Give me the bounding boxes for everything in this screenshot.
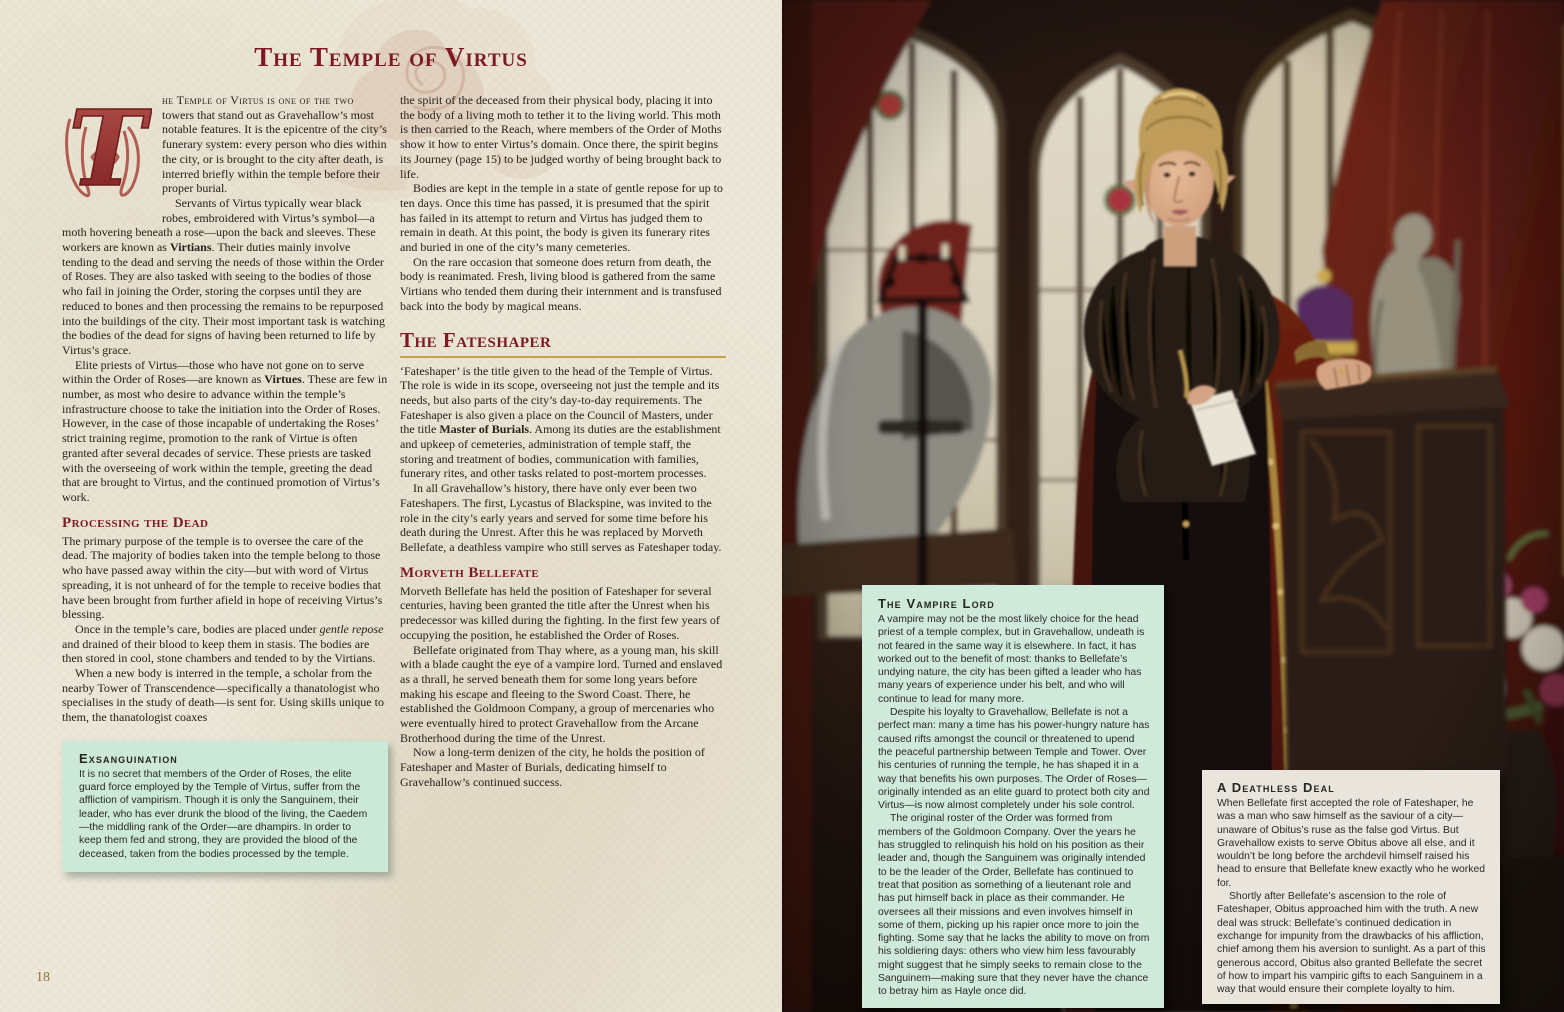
sidebar-title: The Vampire Lord	[878, 596, 995, 611]
sidebar-body: It is no secret that members of the Order of Roses, the elite guard force employed by the Temple of Virtus, suffer from the affliction of vampirism. Though it is only the Sanguinem, their leader, who has ever drunk the blood of the living, the Caedem—the middling rank of the Order—are dhampirs. In order to keep them fed and strong, they are provided the blood of the deceased, taken from the bodies processed by the temple.	[79, 768, 368, 860]
paragraph-elite-priests: Elite priests of Virtus—those who have not gone on to serve within the Order of Roses—are known as Virtues. These are few in number, as most who desire to advance within the temple’s infrastructure choose to take the initiation into the Order of Roses. However, in the case of those incapable of undertaking the Roses’ strict training regime, promotion to the rank of Virtue is often granted after several decades of service. These priests are tasked with the overseeing of work within the temple, greeting the dead that are brought to Virtus, and the continued promotion of Virtus’s work.	[62, 357, 388, 504]
paragraph-fateshaper-title: ‘Fateshaper’ is the title given to the head of the Temple of Virtus. The role is wide in its scope, overseeing not just the temple and its needs, but also parts of the city’s day-to-day requirements. The Fateshaper is also given a place on the Council of Masters, under the title Master of Burials. Among its duties are the establishment and upkeep of cemeteries, administration of temple staff, the storing and treatment of bodies, communication with families, funerary rites, and other tasks related to post-mortem processes.	[400, 363, 721, 481]
paragraph-morveth-3: Now a long-term denizen of the city, he holds the position of Fateshaper and Master of Burials, dedicating himself to Gravehallow’s continued success.	[400, 745, 705, 789]
exsanguination-sidebar	[62, 741, 388, 872]
right-page	[782, 0, 1564, 1012]
page-number: 18	[36, 970, 50, 985]
paragraph-servants: Servants of Virtus typically wear black robes, embroidered with Virtus’s symbol—a moth hovering beneath a rose—upon the back and sleeves. These workers are known as Virtians. Their duties mainly involve tending to the dead and serving the needs of those within the Order of Roses. They are also tasked with seeing to the bodies of those who fail in joining the Order, storing the corpses until they are reduced to bones and then processing the remains to be repurposed into the buildings of the city. Their most important task is watching the bodies of the dead for signs of having been returned to life by Virtus’s grace.	[62, 195, 385, 357]
sidebar-body: A vampire may not be the most likely choice for the head priest of a temple complex, but in Gravehallow, undeath is not feared in the same way it is elsewhere. In fact, it has worked out to the benefit of most: thanks to Bellefate’s undying nature, the city has been gifted a leader who has many years of experience under his belt, and who will continue to lead for many more. Despite his loyalty to Gravehallow, Bellefate is not a perfect man: many a time has his power-hungry nature has caused rifts amongst the council or threatened to upend the peaceful partnership between Temple and Tower. Over his centuries of running the temple, he has shaped it in a way that benefits his own purposes. The Order of Roses—originally intended as an elite guard to protect both city and Virtus—is now almost completely under his sole control. The original roster of the Order was formed from members of the Goldmoon Company. Over the years he has struggled to relinquish his hold on his position as their leader and, though the Sanguinem was originally intended to be the leader of the Order, Bellefate has continued to treat that position as something of a lieutenant role and has put himself back in place as their commander. He oversees all their missions and even involves himself in some of them, picking up his rapier once more to join the fighting. Some say that he lacks the ability to move on from his soldiering days: others who view him less favourably might suggest that he simply seeks to remain close to the Sanguinem—making sure that they never have the chance to betray him as Hayle once did.	[878, 614, 1150, 998]
paragraph-rare-return: On the rare occasion that someone does return from death, the body is reanimated. Fresh, living blood is gathered from the same Virtians who tended them during their internment and is transfused back into the body by magical means.	[400, 254, 722, 313]
paragraph-primary-purpose: The primary purpose of the temple is to oversee the care of the dead. The majority of bodies taken into the temple belong to those who have passed away within the city—but with word of Virtus spreading, it is not unheard of for the temple to receive bodies that have been brought from further afield in hope of receiving Virtus’s blessing.	[62, 533, 383, 622]
ornate-dropcap-T	[62, 97, 152, 209]
left-column	[62, 93, 388, 872]
page-title: The Temple of Virtus	[254, 42, 528, 72]
sidebar-title: Exsanguination	[79, 750, 178, 766]
paragraph-thanatologist: When a new body is interred in the temple, a scholar from the nearby Tower of Transcendence—specifically a thanatologist who specialises in the study of death—is sent for. Using skills unique to them, the thanatologist coaxes	[62, 666, 384, 725]
paragraph-morveth-2: Bellefate originated from Thay where, as a young man, his skill with a blade caught the eye of a vampire lord. Turned and enslaved as a thrall, he served beneath them for some long years before making his escape and fleeing to the Sword Coast. There, he established the Goldmoon Company, a group of mercenaries who were eventually hired to protect Gravehallow from the Arcane Brotherhood during the time of the Unrest.	[400, 642, 723, 745]
paragraph-two-fateshapers: In all Gravehallow’s history, there have only ever been two Fateshapers. The first, Lycastus of Blackspine, was invited to the role in the city’s early years and served for some time before his death during the Unrest. After this he was replaced by Morveth Bellefate, a deathless vampire who still serves as Fateshaper today.	[400, 481, 722, 554]
svg-text:T: T	[68, 97, 146, 209]
paragraph-intro: he Temple of Virtus is one of the two towers that stand out as Gravehallow’s most notable features. It is the epicentre of the city’s funerary system: every person who dies within the city, or is brought to the city after death, is interred briefly within the temple before their proper burial.	[162, 93, 387, 196]
heading-processing-the-dead: Processing the Dead	[62, 514, 209, 531]
text-columns	[0, 73, 782, 872]
heading-the-fateshaper: The Fateshaper	[400, 328, 726, 358]
sidebar-title: A Deathless Deal	[1217, 780, 1335, 795]
paragraph-morveth-1: Morveth Bellefate has held the position of Fateshaper for several centuries, having been granted the title after the Unrest when his predecessor was killed during the fighting. In the first few years of occupying the position, he established the Order of Roses.	[400, 583, 720, 642]
right-column	[400, 93, 726, 872]
heading-morveth-bellefate: Morveth Bellefate	[400, 564, 540, 581]
paragraph-gentle-repose: Once in the temple’s care, bodies are placed under gentle repose and drained of their blood to keep them in stasis. The bodies are then stored in cool, stone chambers and tended to by the Virtians.	[62, 621, 384, 666]
sidebar-body: When Bellefate first accepted the role of Fateshaper, he was a man who saw himself as the saviour of a city—unaware of Obitus’s ruse as the false god Virtus. But Gravehallow exists to serve Obitus above all else, and it wouldn’t be long before the archdevil himself raised his head to ensure that Bellefate knew exactly who he worked for. Shortly after Bellefate’s ascension to the role of Fateshaper, Obitus approached him with the truth. A new deal was struck: Bellefate’s continued dedication in exchange for impunity from the drawbacks of his affliction, chief among them his aversion to sunlight. As a part of this generous accord, Obitus also granted Bellefate the secret of how to impart his vampiric gifts to each Sanguinem in a way that would ensure their complete loyalty to him.	[1217, 798, 1486, 996]
vampire-lord-sidebar	[862, 585, 1164, 1008]
paragraph-spirit-moth: the spirit of the deceased from their physical body, placing it into the body of a living moth to tether it to the living world. This moth is then carried to the Reach, where members of the Order of Moths show it how to enter Virtus’s domain. Once there, the spirit begins its Journey (page 15) to be judged worthy of being brought back to life.	[400, 93, 722, 181]
paragraph-ten-days: Bodies are kept in the temple in a state of gentle repose for up to ten days. Once this time has passed, it is presumed that the spirit has failed in its attempt to return and Virtus has judged them to remain in death. At this point, the body is given its funerary rites and buried in one of the city’s many cemeteries.	[400, 181, 723, 255]
deathless-deal-sidebar	[1202, 770, 1500, 1004]
